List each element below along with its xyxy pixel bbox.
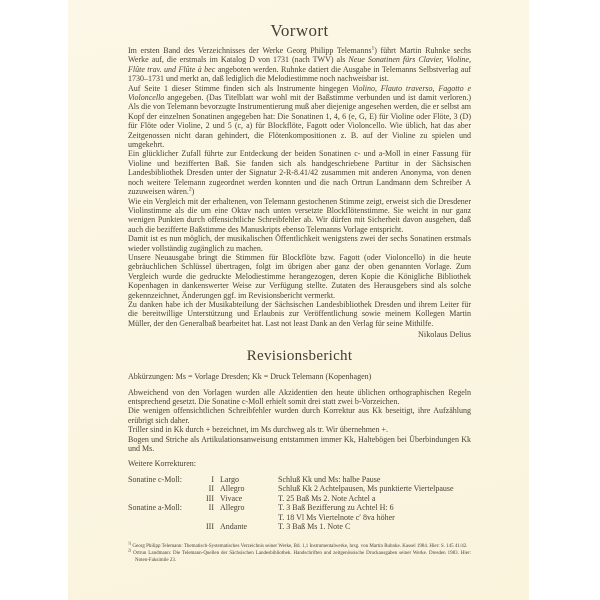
vorwort-body [128, 46, 471, 328]
abbreviations-line: Abkürzungen: Ms = Vorlage Dresden; Kk = Druck Telemann (Kopenhagen) [128, 372, 372, 382]
correction-tempo: Allegro [220, 503, 245, 513]
correction-tempo: Largo [220, 474, 239, 484]
correction-tempo: Andante [220, 522, 248, 532]
correction-movement: I [211, 474, 214, 484]
footnote-text: Ortrun Landmann: Die Telemann-Quellen der Sächsischen Landesbibliothek. Handschriften und zeitgenössische Druckausgaben seiner Werke. Dresden 1983. Hier: Noten-Faksimile 23. [133, 551, 471, 564]
correction-row [128, 522, 471, 532]
correction-movement: III [206, 522, 214, 532]
correction-row [128, 494, 471, 504]
signature: Nikolaus Delius [418, 330, 471, 340]
paragraph: Die wenigen offensichtlichen Schreibfehler wurden durch Korrektur aus Kk beseitigt, ihre Aufzählung erübrigt sich daher. [128, 406, 471, 425]
correction-tempo: Allegro [220, 484, 245, 494]
footnote-text: Georg Philipp Telemann: Thematisch-Systematisches Verzeichnis seiner Werke, Bd. 1,1 Instrumentalwerke, hrsg. von Martin Ruhnke. Kassel 1984. Hier: S. 145 41/42. [132, 543, 468, 549]
correction-note: T. 3 Baß Ms 1. Note C [278, 522, 351, 532]
correction-note: T. 3 Baß Bezifferung zu Achtel H: 6 [278, 503, 394, 513]
corrections-table [128, 475, 471, 532]
correction-work [128, 513, 200, 523]
footnote [128, 550, 471, 565]
correction-movement: II [208, 503, 214, 513]
correction-note: T. 18 Vl Ms Viertelnote c′ 8va höher [278, 512, 395, 522]
correction-movement [200, 513, 214, 523]
paragraph: Abweichend von den Vorlagen wurden alle Akzidentien den heute üblichen orthographischen Regeln entsprechend gesetzt. Die Sonatine c-Moll erhielt somit drei statt zwei b-Vorzeichen. [128, 387, 471, 406]
paragraph: Unsere Neuausgabe bringt die Stimmen für Blockflöte bzw. Fagott (oder Violoncello) in die heute gebräuchlichen Schlüssel übertragen, folgt im übrigen aber ganz der oben genannten Vorlage. Zum Vergleich wurde die gedruckte Melodiestimme herangezogen, deren Kopie die Königliche Bibliothek Kopenhagen in dankenswerter Weise zur Verfügung stellte. Zutaten des Herausgebers sind als solche gekennzeichnet, Änderungen ggf. im Revisionsbericht vermerkt. [128, 252, 471, 300]
correction-tempo: Vivace [220, 493, 243, 503]
correction-work: Sonatine a-Moll: [128, 503, 182, 513]
footnote-marker: 1) [128, 541, 132, 546]
footnote-marker: 2) [128, 548, 132, 553]
correction-movement: II [208, 484, 214, 494]
correction-work [128, 484, 200, 494]
paragraph: Ein glücklicher Zufall führte zur Entdeckung der beiden Sonatinen c- und a-Moll in einer Fassung für Violine und bezifferten Baß. Sie fanden sich als handgeschriebene Partitur in der Sächsischen Landesbibliothek Dresden unter der Signatur 2-R-8.41/42 zusammen mit anderen Anonyma, von denen noch weitere Telemann zugeordnet werden konnten und die nach Ortrun Landmann dem Schreiber A zuzuweisen wären.$^2$) [128, 149, 471, 197]
footnotes [128, 543, 471, 565]
weitere-korrekturen-label: Weitere Korrekturen: [128, 459, 196, 469]
correction-work: Sonatine c-Moll: [128, 474, 182, 484]
correction-work [128, 494, 200, 504]
correction-note: T. 25 Baß Ms 2. Note Achtel a [278, 493, 376, 503]
correction-movement: III [206, 493, 214, 503]
paragraph: Triller sind in Kk durch + bezeichnet, im Ms durchweg als tr. Wir übernehmen +. [128, 425, 388, 435]
paragraph: Auf Seite 1 dieser Stimme finden sich als Instrumente hingegen Violino, Flauto traverso, Fagotto e Violoncello angegeben. (Das Titelblatt war wohl mit der Baßstimme verbunden und ist damit verloren.) Als die von Telemann bevorzugte Instrumentierung muß aber diejenige angesehen werden, die er selbst am Kopf der einzelnen Sonatinen angegeben hat: Die Sonatinen 1, 4, 6 (e, G, E) für Violine oder Flöte, 3 (D) für Flöte oder Violine, 2 und 5 (c, a) für Blockflöte, Fagott oder Violoncello. Wie üblich, hat das aber Zeitgenossen nicht daran gehindert, die Flötenkompositionen z. B. auf der Violine zu spielen und umgekehrt. [128, 83, 471, 150]
paragraph: Bogen und Striche als Artikulationsanweisung entstammen immer Kk, Haltebögen bei Überbindungen Kk und Ms. [128, 434, 471, 454]
paragraph: Zu danken habe ich der Musikabteilung der Sächsischen Landesbibliothek Dresden und ihrem Leiter für die bereitwillige Unterstützung und Erlaubnis zur Veröffentlichung sowie meinem Kollegen Martin Müller, der den Generalbaß bearbeitet hat. Last not least Dank an den Verlag für seine Mithilfe. [128, 299, 471, 328]
vorwort-title: Vorwort [270, 21, 329, 40]
correction-note: Schluß Kk und Ms: halbe Pause [278, 474, 381, 484]
paragraph: Damit ist es nun möglich, der musikalischen Öffentlichkeit wenigstens zwei der sechs Sonatinen erstmals wieder vollständig zugänglich zu machen. [128, 234, 471, 253]
revisionsbericht-title: Revisionsbericht [246, 348, 353, 365]
correction-row [128, 513, 471, 523]
document-page [68, 0, 529, 600]
correction-tempo [220, 513, 278, 523]
revision-body [128, 388, 471, 454]
correction-note: Schluß Kk 2 Achtelpausen, Ms punktierte Viertelpause [278, 484, 454, 494]
correction-work [128, 522, 200, 532]
correction-row [128, 475, 471, 485]
paragraph: Wie ein Vergleich mit der erhaltenen, von Telemann gestochenen Stimme zeigt, erweist sich die Dresdener Violinstimme als die um eine Oktav nach unten versetzte Blockflötenstimme. Sie weicht in nur ganz wenigen Punkten durch offensichtliche Schreibfehler ab. Wir dürfen mit Sicherheit davon ausgehen, daß auch die bezifferte Baßstimme des Manuskripts ebenso Telemanns Vorlage entspricht. [128, 196, 471, 234]
correction-row [128, 503, 471, 513]
footnote [128, 541, 471, 553]
correction-row [128, 484, 471, 494]
paragraph: Im ersten Band des Verzeichnisses der Werke Georg Philipp Telemanns$^1$) führt Martin Ruhnke sechs Werke auf, die erstmals im Katalog D von 1731 (nach TWV) als Neue Sonatinen fürs Clavier, Violine, Flûte trav. und Flûte à bec angeboten werden. Ruhnke datiert die Ausgabe in Telemanns Selbstverlag auf 1730–1731 und merkt an, daß lediglich die Melodiestimme noch nachweisbar ist. [128, 45, 472, 84]
